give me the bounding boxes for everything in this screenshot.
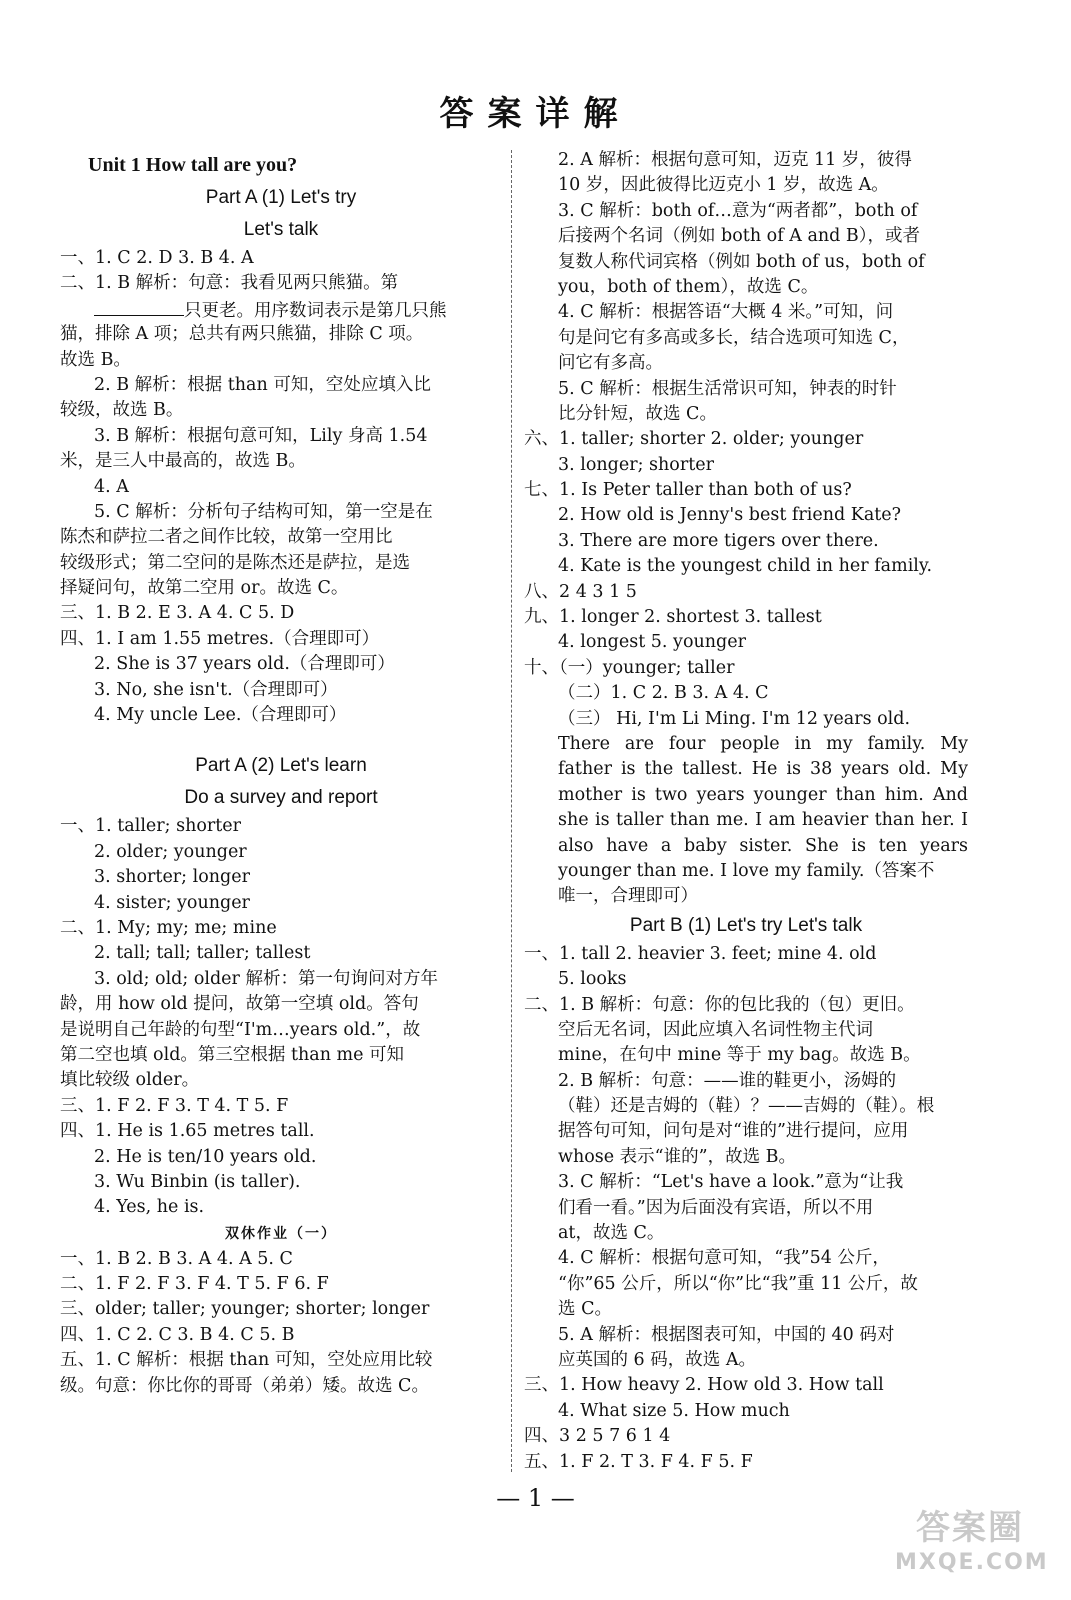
answer-line: 4. Yes, he is. [94,1197,205,1218]
answer-line: 3. There are more tigers over there. [558,530,879,551]
answer-line: 二、1. B 解析：句意：我看见两只熊猫。第 [60,273,399,294]
answer-line: at，故选 C。 [558,1223,665,1244]
answer-line: 选 C。 [558,1299,612,1320]
answer-line: （三） Hi, I'm Li Ming. I'm 12 years old. [558,708,911,729]
weekend-homework-heading: 双休作业（一） [225,1225,337,1242]
answer-line: 一、1. taller; shorter [60,816,242,837]
answer-line: 故选 B。 [60,349,131,370]
answer-line: （二）1. C 2. B 3. A 4. C [558,683,769,704]
answer-line: 4. sister; younger [94,892,250,913]
answer-line: 4. A [94,476,129,497]
answer-line: 三、1. B 2. E 3. A 4. C 5. D [60,603,295,624]
answer-line: 三、older; taller; younger; shorter; longer [60,1299,430,1320]
answer-line: 2. older; younger [94,841,247,862]
answer-line: mine，在句中 mine 等于 my bag。故选 B。 [558,1045,921,1066]
answer-line: 二、1. My; my; me; mine [60,917,277,938]
answer-line: 猫，排除 A 项；总共有两只熊猫，排除 C 项。 [60,324,424,345]
answer-line: 比分针短，故选 C。 [558,403,717,424]
answer-line: 3. C 解析：“Let's have a look.”意为“让我 [558,1172,904,1193]
answer-line: 4. C 解析：根据句意可知，“我”54 公斤， [558,1248,890,1269]
answer-line: 择疑问句，故第二空用 or。故选 C。 [60,578,349,599]
answer-line: 3. C 解析：both of…意为“两者都”，both of [558,200,918,221]
answer-line: 一、1. tall 2. heavier 3. feet; mine 4. old [524,943,877,964]
answer-line: father is the tallest. He is 38 years old. My [558,759,968,780]
answer-line: 八、2 4 3 1 5 [524,581,637,602]
answer-line: she is taller than me. I am heavier than her. I [558,810,968,831]
answer-line: 六、1. taller; shorter 2. older; younger [524,429,864,450]
answer-line: 填比较级 older。 [60,1070,200,1091]
answer-line: 4. Kate is the youngest child in her family. [558,556,933,577]
answer-line: 较级形式；第二空问的是陈杰还是萨拉，是选 [60,552,410,573]
answer-line: “你”65 公斤，所以“你”比“我”重 11 公斤，故 [558,1273,918,1294]
answer-line: 据答句可知，问句是对“谁的”进行提问，应用 [558,1121,909,1142]
section-subheading: Let's talk [243,219,319,240]
answer-line: 四、1. C 2. C 3. B 4. C 5. B [60,1324,295,1345]
answer-line-text: 只更老。用序数词表示是第几只熊 [184,300,447,321]
answer-line: also have a baby sister. She is ten years [558,835,968,856]
answer-line: 复数人称代词宾格（例如 both of us，both of [558,251,925,272]
answer-line: 级。句意：你比你的哥哥（弟弟）矮。故选 C。 [60,1375,429,1396]
answer-line: 2. He is ten/10 years old. [94,1146,317,1167]
answer-line: you，both of them），故选 C。 [558,276,819,297]
answer-line: 二、1. F 2. F 3. F 4. T 5. F 6. F [60,1274,329,1295]
answer-line: 四、3 2 5 7 6 1 4 [524,1426,671,1447]
answer-line [60,297,502,322]
answer-line: 4. My uncle Lee.（合理即可） [94,705,347,726]
answer-line: younger than me. I love my family.（答案不 [558,860,935,881]
answer-line: 问它有多高。 [558,353,663,374]
section-heading: Part A (2) Let's learn [195,755,367,777]
answer-line: 唯一，合理即可） [558,886,698,907]
answer-line: 3. longer; shorter [558,454,714,475]
answer-line: 4. longest 5. younger [558,632,746,653]
answer-line: 米，是三人中最高的，故选 B。 [60,451,306,472]
answer-line: 2. How old is Jenny's best friend Kate? [558,505,902,526]
page-number: — 1 — [496,1484,575,1512]
answer-line: 一、1. C 2. D 3. B 4. A [60,248,254,268]
answer-line: 龄，用 how old 提问，故第一空填 old。答句 [60,994,419,1015]
answer-line: 七、1. Is Peter taller than both of us? [524,480,852,501]
answer-line: 句是问它有多高或多长，结合选项可知选 C， [558,327,910,348]
answer-line: 2. B 解析：句意：——谁的鞋更小，汤姆的 [558,1070,897,1091]
answer-line: 是说明自己年龄的句型“I'm…years old.”，故 [60,1019,421,1040]
answer-line: 3. old; old; older 解析：第一句询问对方年 [94,968,438,989]
unit-title: Unit 1 How tall are you? [88,154,298,176]
answer-line: 第二空也填 old。第三空根据 than me 可知 [60,1044,405,1065]
answer-line: 2. A 解析：根据句意可知，迈克 11 岁，彼得 [558,150,912,170]
answer-line: 4. C 解析：根据答语“大概 4 米。”可知，问 [558,302,894,323]
answer-line: 四、1. I am 1.55 metres.（合理即可） [60,628,380,649]
answer-line: mother is two years younger than him. And [558,784,968,805]
answer-line: 5. C 解析：根据生活常识可知，钟表的时针 [558,378,897,399]
answer-line: 5. C 解析：分析句子结构可知，第一空是在 [94,501,433,522]
answer-line: 空后无名词，因此应填入名词性物主代词 [558,1019,873,1040]
answer-line: 5. looks [558,969,627,990]
answer-line: 3. B 解析：根据句意可知，Lily 身高 1.54 [94,425,428,446]
section-heading: Part A (1) Let's try [205,187,357,208]
answer-line: 九、1. longer 2. shortest 3. tallest [524,607,822,628]
answer-line: 三、1. How heavy 2. How old 3. How tall [524,1375,884,1396]
answer-line: 较级，故选 B。 [60,400,184,421]
answer-line: 五、1. C 解析：根据 than 可知，空处应用比较 [60,1350,433,1371]
fill-blank [94,297,184,316]
left-column [60,148,502,1399]
answer-line: 应英国的 6 码，故选 A。 [558,1349,756,1370]
watermark-logo [895,1506,1049,1582]
right-column [524,148,968,1475]
answer-line: 2. She is 37 years old.（合理即可） [94,654,395,675]
answer-line: 10 岁，因此彼得比迈克小 1 岁，故选 A。 [558,175,889,196]
answer-line: 3. No, she isn't.（合理即可） [94,679,338,700]
answer-line: 三、1. F 2. F 3. T 4. T 5. F [60,1095,289,1116]
section-subheading: Do a survey and report [184,787,378,809]
answer-line: 后接两个名词（例如 both of A and B），或者 [558,226,921,247]
answer-line: 2. tall; tall; taller; tallest [94,943,311,964]
answer-line: 一、1. B 2. B 3. A 4. A 5. C [60,1248,293,1269]
section-heading: Part B (1) Let's try Let's talk [629,914,863,936]
column-divider [511,150,512,1472]
answer-line: 们看一看。”因为后面没有宾语，所以不用 [558,1197,874,1218]
answer-line: 陈杰和萨拉二者之间作比较，故第一空用比 [60,527,393,548]
watermark-text: 答案圈 [916,1508,1024,1548]
answer-line: （鞋）还是吉姆的（鞋）？——吉姆的（鞋）。根 [558,1096,935,1117]
answer-line: 四、1. He is 1.65 metres tall. [60,1121,315,1142]
answer-line: There are four people in my family. My [558,733,968,754]
answer-line: whose 表示“谁的”，故选 B。 [558,1146,797,1167]
answer-line: 3. shorter; longer [94,867,250,888]
answer-line: 4. What size 5. How much [558,1400,790,1421]
answer-line: 3. Wu Binbin (is taller). [94,1171,301,1192]
answer-line: 五、1. F 2. T 3. F 4. F 5. F [524,1451,753,1472]
watermark-domain: MXQE.COM [895,1550,1049,1575]
answer-line: 十、（一）younger; taller [524,657,735,678]
answer-line: 5. A 解析：根据图表可知，中国的 40 码对 [558,1324,895,1345]
answer-line: 二、1. B 解析：句意：你的包比我的（包）更旧。 [524,994,915,1015]
page-title: 答案详解 [439,94,632,134]
answer-line: 2. B 解析：根据 than 可知，空处应填入比 [94,374,431,395]
